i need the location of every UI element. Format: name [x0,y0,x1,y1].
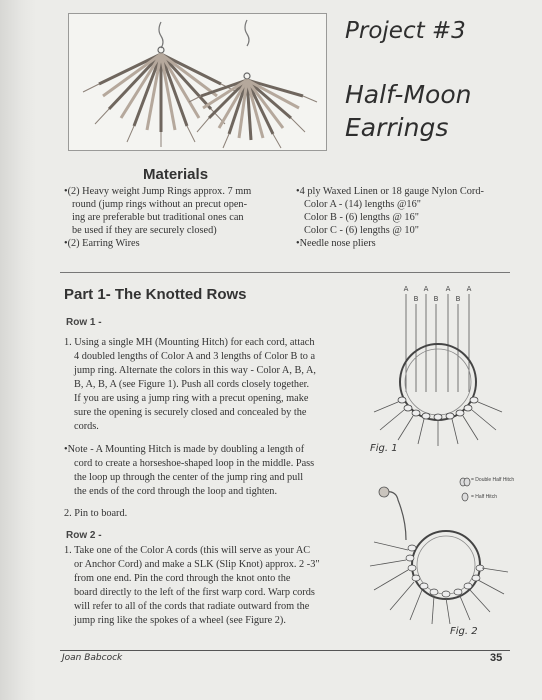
text-line: •Note - A Mounting Hitch is made by doubling a length of [64,444,305,455]
text-line: from one end. Pin the cord through the knot onto the [74,573,291,584]
mounting-hitch-note [64,443,364,499]
text-line: the ends of the cord through the loop and tighten. [74,486,278,497]
row1-step1 [64,336,364,434]
fig1-letter: B [455,295,461,303]
figure-1-caption: Fig. 1 [370,443,398,454]
project-number: Project #3 [345,18,466,44]
text-line: will refer to all of the cords that radiate outward from the [74,601,310,612]
part1-heading: Part 1- The Knotted Rows [64,286,247,303]
text-line: the loop up through the center of the jump ring and pull [74,472,304,483]
text-line: cord to create a horseshoe-shaped loop in the middle. Pass [74,458,315,469]
row2-step1 [64,544,364,628]
footer-rule [60,650,510,651]
binder-shadow [0,0,36,700]
fig1-letter: B [413,295,419,303]
text-line: jump ring. Alternate the colors in this way - Color A, B, A, [74,365,316,376]
project-title-line2: Earrings [345,113,449,142]
figure-1 [368,282,508,447]
material-line: •(2) Earring Wires [64,238,140,249]
materials-list-left [64,185,289,250]
text-line: 1. Using a single MH (Mounting Hitch) for each cord, attach [64,337,315,348]
row1-label: Row 1 - [66,317,102,328]
fig1-letter: A [423,285,429,293]
page-number: 35 [490,652,503,664]
fig1-letter: A [445,285,451,293]
text-line: jump ring like the spokes of a wheel (see Figure 2). [74,615,286,626]
earrings-photo [68,13,327,151]
material-line: •4 ply Waxed Linen or 18 gauge Nylon Cord- [296,186,484,197]
material-line: Color A - (14) lengths @16" [304,199,421,210]
row1-step2: 2. Pin to board. [64,508,128,519]
row2-label: Row 2 - [66,530,102,541]
fig1-letter: A [466,285,472,293]
materials-heading: Materials [143,166,209,183]
text-line: board directly to the left of the first warp cord. Warp cords [74,587,315,598]
material-line: be used if they are securely closed) [72,225,217,236]
material-line: Color C - (6) lengths @ 10" [304,225,419,236]
fig1-letter: B [433,295,439,303]
material-line: Color B - (6) lengths @ 16" [304,212,419,223]
text-line: sure the opening is securely closed and concealed by the [74,407,307,418]
figure-2-caption: Fig. 2 [450,626,478,637]
project-title-line1: Half-Moon [345,80,472,109]
material-line: •Needle nose pliers [296,238,376,249]
text-line: B, A, B, A (see Figure 1). Push all cords closely together. [74,379,310,390]
section-divider [60,272,510,273]
material-line: ing are preferable but traditional ones can [72,212,244,223]
text-line: If you are using a jump ring with a precut opening, make [74,393,309,404]
text-line: 4 doubled lengths of Color A and 3 lengths of Color B to a [74,351,316,362]
material-line: •(2) Heavy weight Jump Rings approx. 7 mm [64,186,252,197]
materials-list-right [296,185,518,250]
fig1-letter: A [403,285,409,293]
author-name: Joan Babcock [62,653,123,663]
text-line: cords. [74,421,99,432]
legend-double-half-hitch: = Double Half Hitch [471,477,515,483]
material-line: round (jump rings without an precut open- [72,199,248,210]
legend-half-hitch: = Half Hitch [471,494,497,500]
text-line: 1. Take one of the Color A cords (this will serve as your AC [64,545,311,556]
text-line: or Anchor Cord) and make a SLK (Slip Knot) approx. 2 -3" [74,559,320,570]
